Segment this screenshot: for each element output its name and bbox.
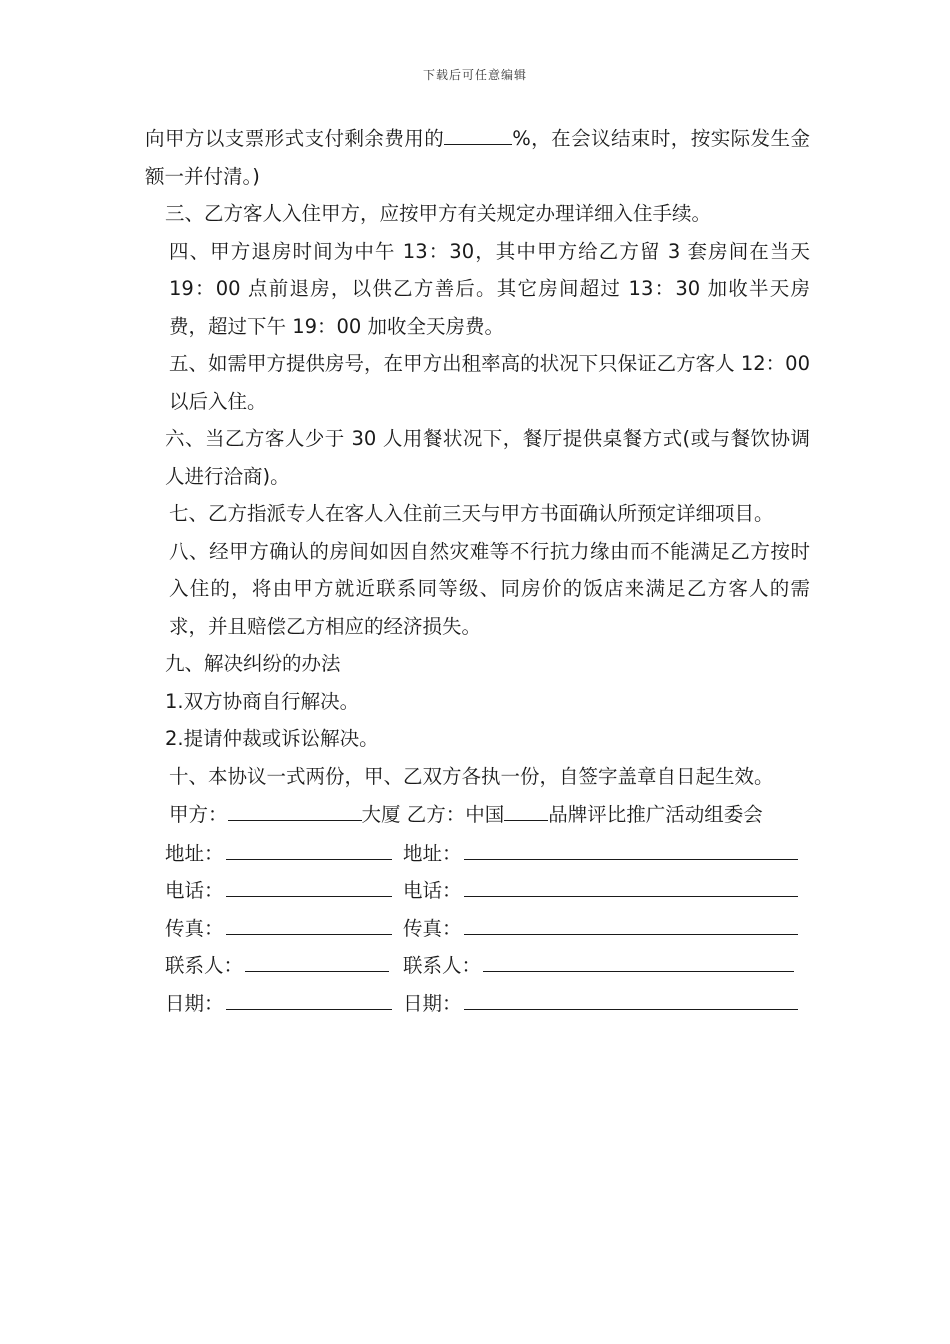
clause-5 [145,345,810,420]
clause-5-text: 五、如需甲方提供房号，在甲方出租率高的状况下只保证乙方客人 12：00 以后入住。 [169,352,810,413]
sig-left-phone-blank [226,871,392,897]
paragraph-payment [145,119,810,195]
clause-3: 三、乙方客人入住甲方，应按甲方有关规定办理详细入住手续。 [165,202,712,225]
sig-right-fax-label: 传真： [403,916,462,940]
clause-9: 九、解决纠纷的办法 [165,652,341,675]
sig-right-fax-blank [464,909,798,935]
sig-right-contact-label: 联系人： [403,954,482,977]
party-a-blank [228,795,362,821]
sig-left-fax-label: 传真： [165,916,224,940]
page-header: 下载后可任意编辑 [422,68,527,82]
sig-left-date-blank [226,984,392,1010]
sig-left-date [165,984,392,1023]
party-b-label: 乙方：中国 [406,803,505,826]
payment-text-end: %，在会议结束时，按实际发生金额一并付清。) [145,127,810,188]
clause-7-text: 七、乙方指派专人在客人入住前三天与甲方书面确认所预定详细项目。 [169,502,774,525]
sig-right-date-blank [464,984,798,1010]
document-body [145,119,810,1021]
clause-9-item-2: 2.提请仲裁或诉讼解决。 [165,727,379,750]
clause-8 [145,533,810,646]
sig-right-contact-blank [483,946,794,972]
sig-left-phone-label: 电话： [165,879,224,902]
sig-left-date-label: 日期： [165,991,224,1015]
signature-row-fax [145,909,810,947]
sig-left-contact-blank [245,946,389,972]
payment-text-start: 向甲方以支票形式支付剩余费用的 [145,127,445,150]
sig-left-phone [165,871,392,910]
sig-right-address-blank [464,834,798,860]
clause-4-text: 四、甲方退房时间为中午 13：30，其中甲方给乙方留 3 套房间在当天 19：00 点前退房，以供乙方善后。其它房间超过 13：30 加收半天房费，超过下午 19：00 加收全天房费。 [169,239,810,338]
sig-left-fax-blank [226,909,392,935]
clause-9-item-1: 1.双方协商自行解决。 [165,689,360,713]
signature-row-address [145,834,810,872]
sig-right-phone [403,871,798,910]
sig-left-contact [165,946,389,985]
percent-blank [444,119,512,145]
signature-row-date [145,984,810,1022]
sig-right-phone-label: 电话： [403,879,462,902]
clause-10-text: 十、本协议一式两份，甲、乙双方各执一份，自签字盖章自日起生效。 [169,764,774,788]
sig-left-address-label: 地址： [165,841,224,865]
sig-right-address [403,834,798,873]
clause-6-text: 六、当乙方客人少于 30 人用餐状况下，餐厅提供桌餐方式(或与餐饮协调人进行洽商)。 [165,427,810,488]
sig-right-fax [403,909,798,948]
sig-right-date-label: 日期： [403,991,462,1015]
clause-6 [145,420,810,495]
clause-8-text: 八、经甲方确认的房间如因自然灾难等不行抗力缘由而不能满足乙方按时入住的，将由甲方就近联系同等级、同房价的饭店来满足乙方客人的需求，并且赔偿乙方相应的经济损失。 [169,539,810,638]
sig-left-address-blank [226,834,392,860]
signature-row-contact [145,946,810,984]
clause-10 [145,758,810,796]
clause-4 [145,233,810,346]
sig-right-address-label: 地址： [403,841,462,865]
sig-right-contact [403,946,794,985]
sig-right-date [403,984,798,1023]
party-a-label: 甲方： [169,803,228,826]
clause-7 [145,495,810,533]
party-b-suffix: 品牌评比推广活动组委会 [548,803,763,826]
sig-left-address [165,834,392,873]
signature-row-phone [145,871,810,909]
party-b-blank [504,795,548,821]
parties-line [145,795,810,834]
sig-left-fax [165,909,392,948]
party-a-suffix: 大厦 [361,803,401,826]
sig-right-phone-blank [464,871,798,897]
sig-left-contact-label: 联系人： [165,954,244,977]
